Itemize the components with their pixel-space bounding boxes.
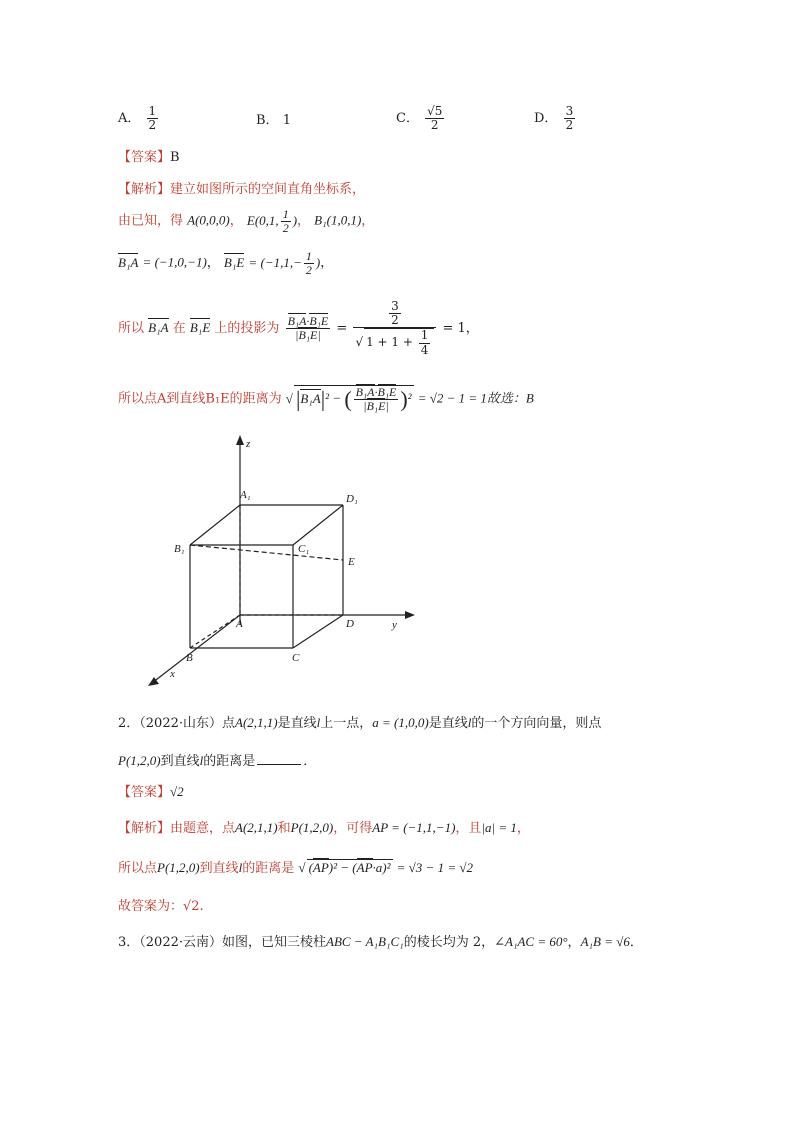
q1-vectors: B₁A = (−1,0,−1)， B₁E = (−1,1,− $\frac{1}{2}$ )， [118,249,334,278]
label-B: B [186,652,193,664]
q1-analysis [118,178,365,197]
answer-tag: 【答案】 [118,150,171,165]
option-a-fraction: $\frac{1}{2}$ [148,104,157,133]
label-D: D [346,618,354,630]
q1-answer [118,146,180,165]
label-y: y [392,619,397,631]
q2-analysis: 【解析】由题意，点A(2,1,1)和P(1,2,0)，可得AP = (−1,1,−1)，且|a| = 1， [118,820,530,836]
analysis-tag: 【解析】 [118,182,171,197]
label-C: C [292,652,300,664]
q1-projection: 所以 B₁A 在 B₁E 上的投影为 $\frac{\text{B₁A·B₁E}}{\text{|B₁E|}}$ = $\frac{3}{2}$ √ 1 + 1 + $\frac{1}{4}$ = 1， [118,299,479,357]
q3-stem: 3．（2022·云南）如图，已知三棱柱ABC − A₁B₁C₁的棱长均为 2，∠A₁AC = 60°，A₁B = √6． [118,934,643,950]
option-b-value: 1 [282,113,291,128]
q1-distance: 所以点A到直线B₁E的距离为 √ |B₁A|² − ( $\frac{\text{B₁A·B₁E}}{\text{|B₁E|}}$ )² = √2 − 1 = 1故选：B [118,385,534,414]
option-c-fraction: $\frac{√5}{2}$ [427,104,443,133]
q2-answer: 【答案】√2 [118,784,184,800]
q2-stem-line1: 2．（2022·山东）点A(2,1,1)是直线l上一点，a = (1,0,0)是直线l的一个方向向量，则点 [118,715,602,731]
option-d [534,105,577,132]
option-c-label: C． [396,111,419,127]
label-C1: C₁ [298,543,310,555]
label-E: E [348,556,355,568]
option-d-label: D． [534,111,558,127]
label-z: z [246,438,251,450]
option-b [256,109,291,128]
z-arrow [236,435,244,445]
y-arrow [405,611,415,619]
label-B1: B₁ [174,543,185,555]
answer-blank [257,764,301,765]
q2-distance: 所以点P(1,2,0)到直线l的距离是 √ (AP)² − (AP·a)² = √3 − 1 = √2 [118,860,473,876]
option-a [118,105,160,132]
analysis-text: 建立如图所示的空间直角坐标系， [170,182,366,197]
q2-final: 故答案为：√2. [118,899,204,914]
option-d-fraction: $\frac{3}{2}$ [565,104,574,133]
x-axis [152,615,240,683]
label-x: x [170,668,175,680]
cube-figure [140,435,430,695]
label-A1: A₁ [240,489,251,501]
label-D1: D₁ [346,493,358,505]
q1-coordinates: 由已知，得 A(0,0,0)， E(0,1, $\frac{1}{2}$ )， B₁(1,0,1)， [118,207,375,236]
option-c [396,105,446,132]
option-a-label: A． [118,111,141,127]
q2-stem-line2: P(1,2,0)到直线l的距离是 ． [118,753,317,769]
b1e-segment [190,545,343,560]
label-A: A [236,618,243,630]
option-b-label: B． [256,113,279,128]
answer-value: B [170,150,180,165]
